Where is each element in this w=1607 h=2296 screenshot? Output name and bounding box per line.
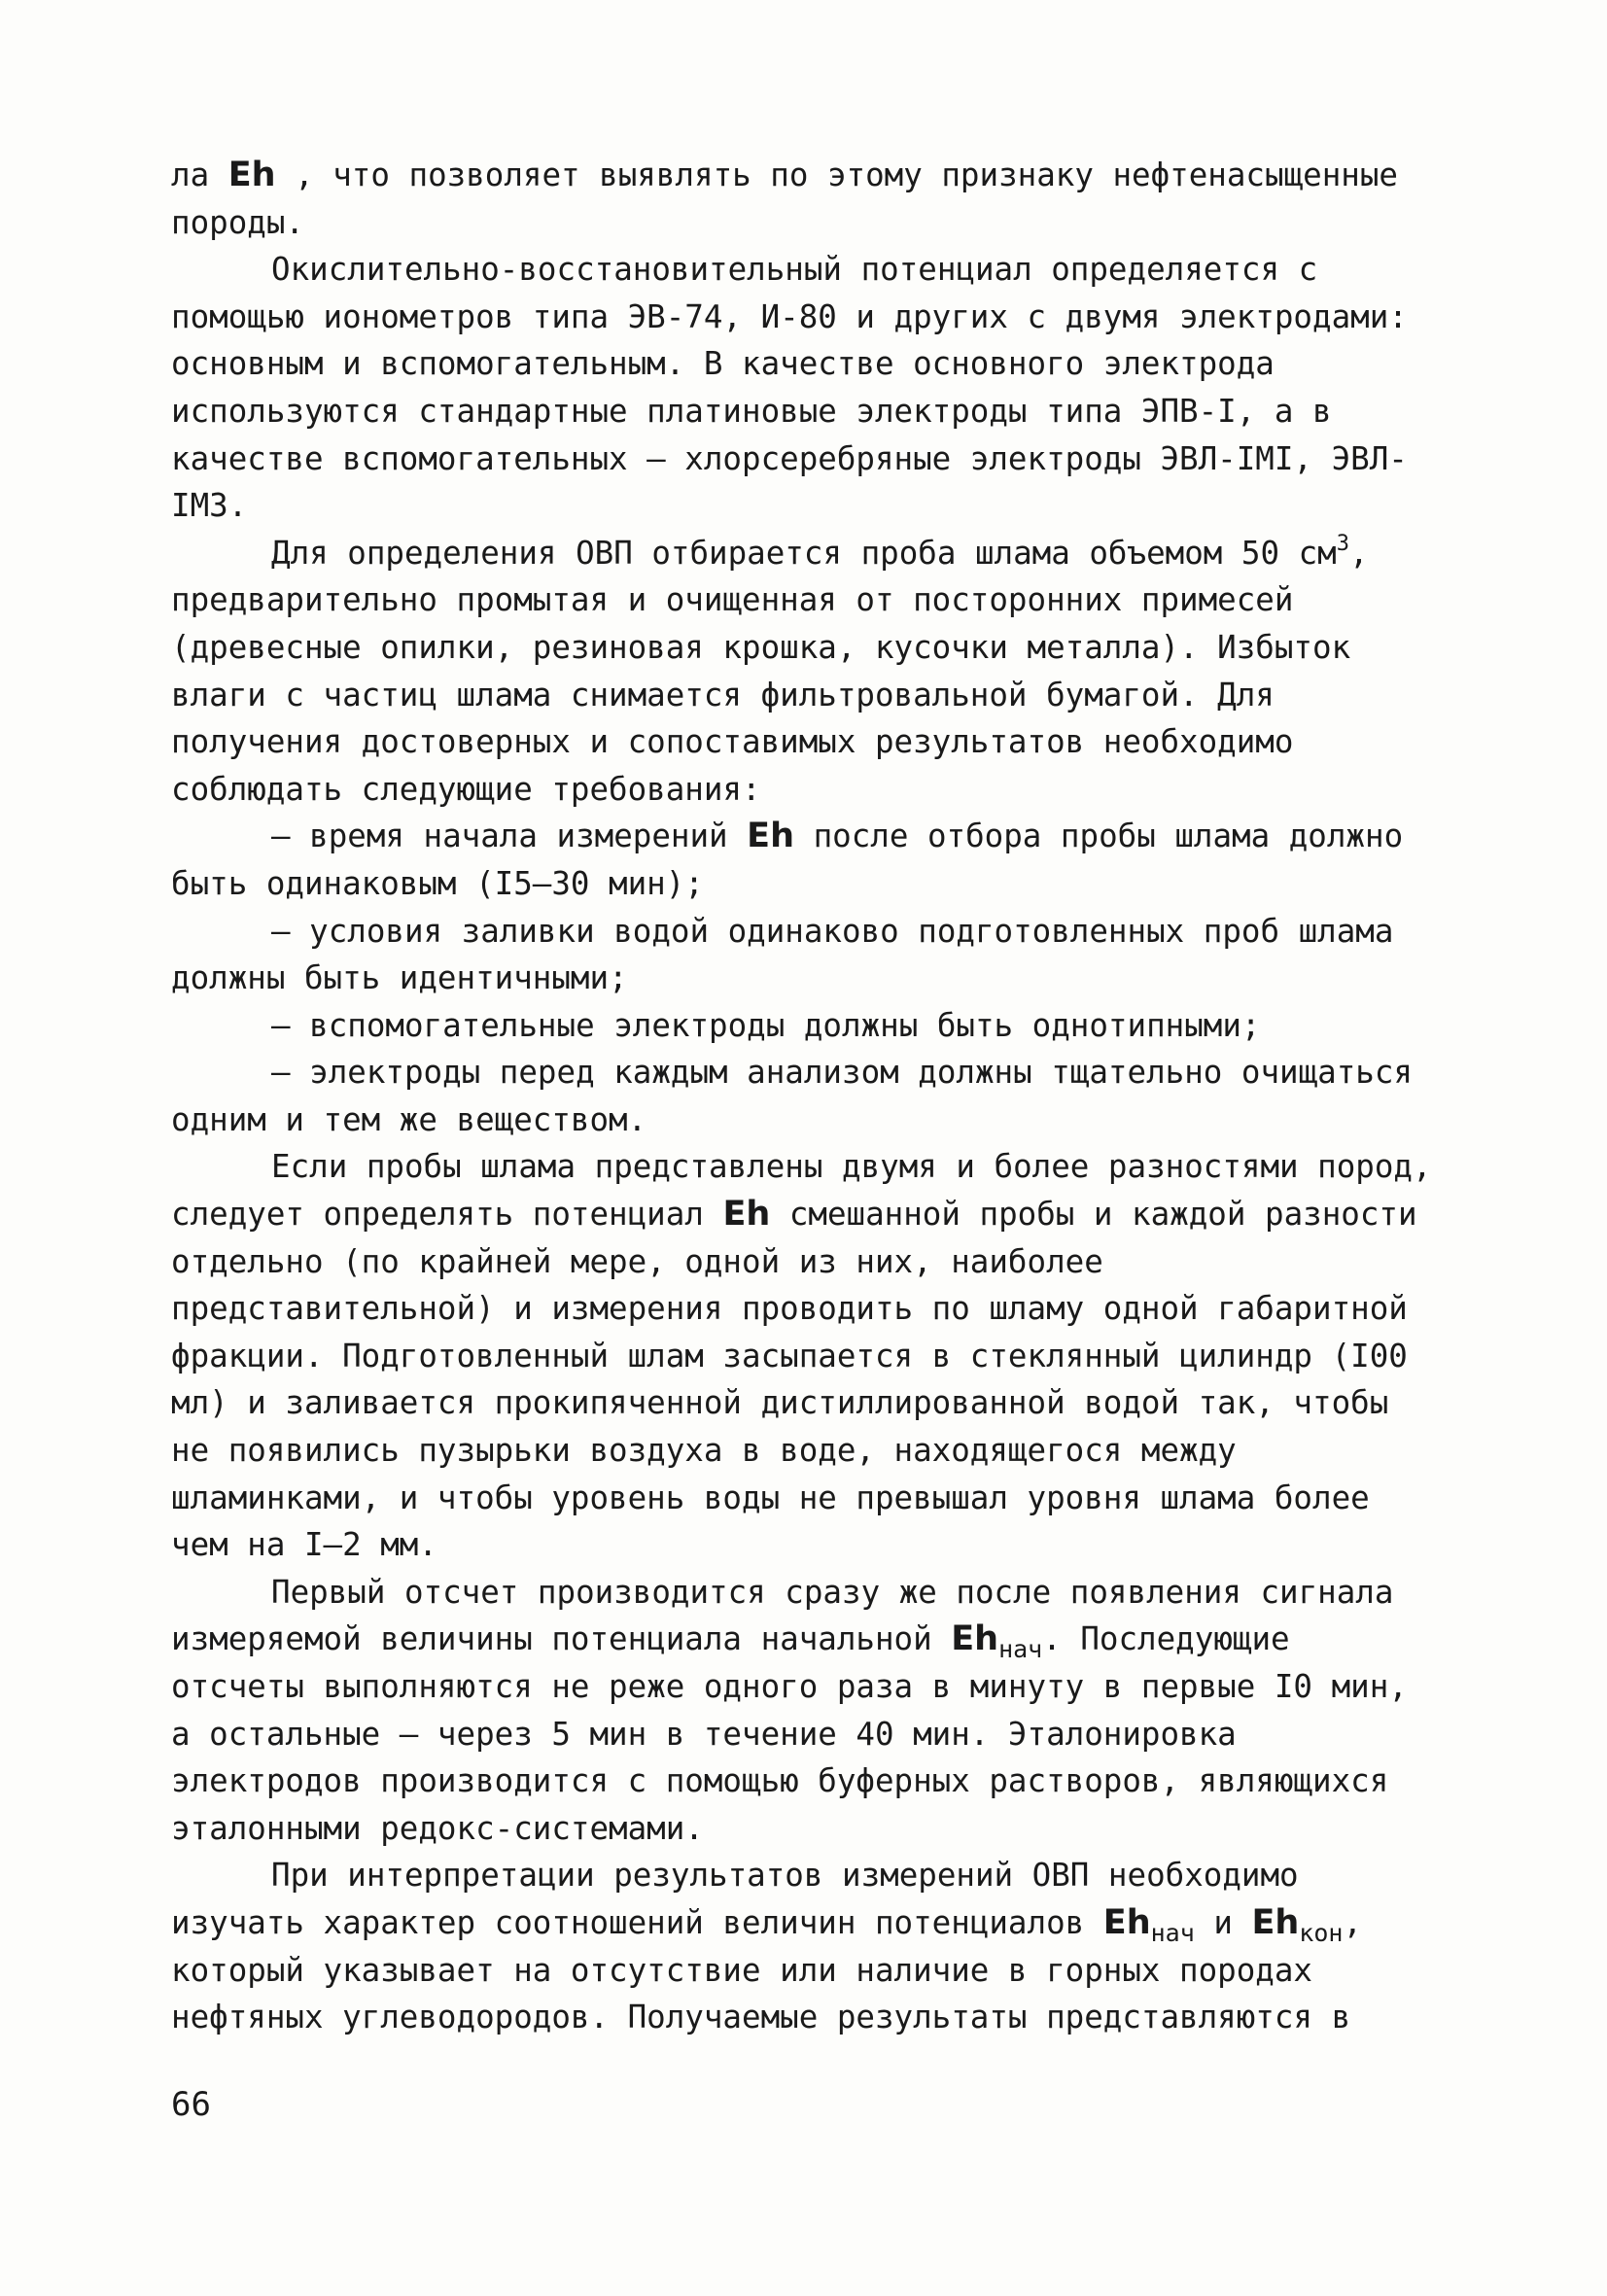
requirement-2: – условия заливки водой одинаково подготовленных проб шлама должны быть идентичными; [171,912,1394,997]
requirement-4: – электроды перед каждым анализом должны тщательно очищаться одним и тем же веществом. [171,1054,1413,1138]
text-span: Первый отсчет производится сразу же после появления сигнала измеряемой величины потенциала начальной [171,1573,1394,1658]
requirement-1 [171,813,1435,907]
subscript: нач [998,1635,1043,1664]
subscript: кон [1299,1918,1344,1947]
paragraph-3 [171,530,1435,814]
superscript: 3 [1336,531,1349,556]
text-span: Если пробы шлама представлены двумя и более разностями пород, следует определять потенциал [171,1148,1432,1234]
text-span: Для определения ОВП отбирается проба шлама объемом 50 см [271,534,1337,572]
eh-symbol: Eh [722,1195,771,1235]
text-span: , который указывает на отсутствие или наличие в горных породах нефтяных углеводородов. Получаемые результаты представляются в [171,1903,1363,2036]
text-span: – время начала измерений [271,818,748,855]
eh-symbol: Eh [1102,1902,1151,1942]
paragraph-1 [171,152,1435,246]
subscript: нач [1150,1918,1195,1947]
text-span: и [1194,1903,1252,1941]
body-text [171,152,1435,2041]
paragraph-5 [171,1569,1435,1853]
paragraph-2: Окислительно-восстановительный потенциал определяется с помощью ионометров типа ЭВ-74, И-80 и других с двумя электродами: основным и вспомогательным. В качестве основного электрода используются стандартные платиновые электроды типа ЭПВ-I, а в качестве вспомогательных – хлорсеребряные электроды ЭВЛ-IМI, ЭВЛ-IМ3. [171,251,1408,525]
text-span: , предварительно промытая и очищенная от посторонних примесей (древесные опилки, резиновая крошка, кусочки металла). Избыток влаги с частиц шлама снимается фильтровальной бумагой. Для получения достоверных и сопоставимых результатов необходимо соблюдать следующие требования: [171,534,1369,808]
eh-symbol: Eh [227,156,276,194]
text-span: после отбора пробы шлама должно быть одинаковым (I5–30 мин); [171,818,1404,902]
text-span: . Последующие отсчеты выполняются не реже одного раза в минуту в первые I0 мин, а остальные – через 5 мин в течение 40 мин. Эталонировка электродов производится с помощью буферных растворов, являющихся эталонными редокс-системами. [171,1620,1408,1847]
text-span: , что позволяет выявлять по этому признаку нефтенасыщенные породы. [171,157,1398,241]
requirement-3: – вспомогательные электроды должны быть однотипными; [271,1006,1261,1044]
paragraph-6 [171,1852,1435,2040]
page-number: 66 [171,2085,211,2124]
text-span: При интерпретации результатов измерений ОВП необходимо изучать характер соотношений величин потенциалов [171,1857,1299,1941]
eh-symbol: Eh [747,817,794,856]
text-span: ла [171,157,228,193]
eh-symbol: Eh [1251,1902,1300,1942]
paragraph-4 [171,1143,1435,1568]
text-span: смешанной пробы и каждой разности отдельно (по крайней мере, одной из них, наиболее представительной) и измерения проводить по шламу одной габаритной фракции. Подготовленный шлам засыпается в стеклянный цилиндр (I00 мл) и заливается прокипяченной дистиллированной водой так, чтобы не появились пузырьки воздуха в воде, находящегося между шламинками, и чтобы уровень воды не превышал уровня шлама более чем на I–2 мм. [171,1196,1417,1564]
eh-symbol: Eh [951,1619,999,1659]
